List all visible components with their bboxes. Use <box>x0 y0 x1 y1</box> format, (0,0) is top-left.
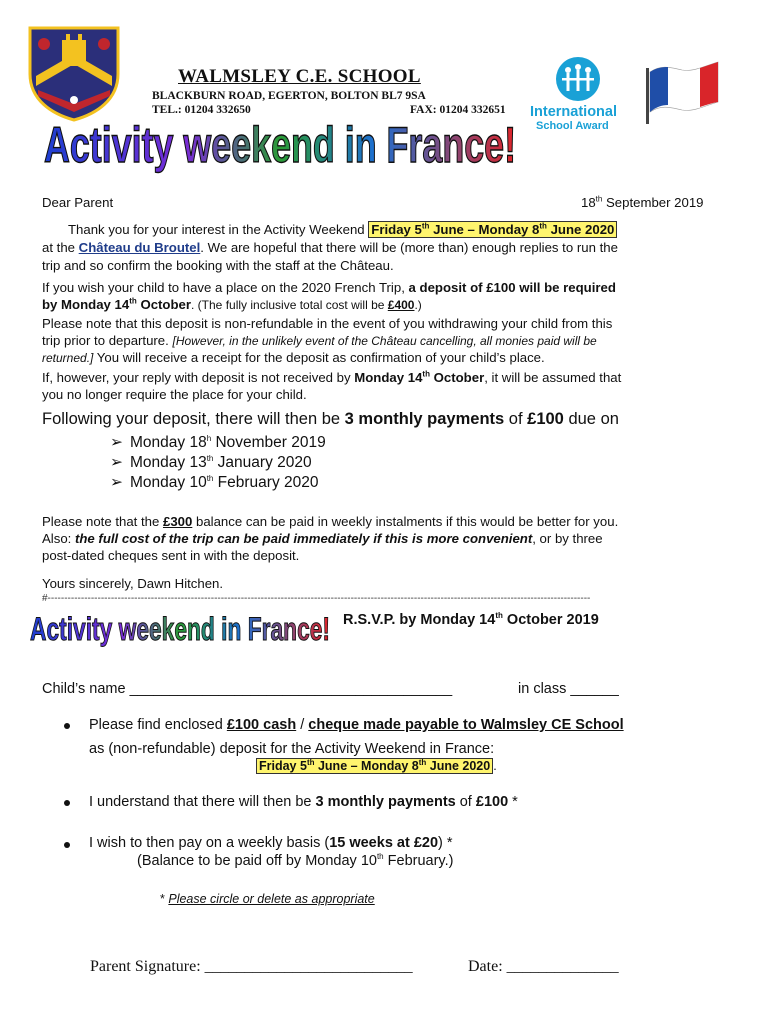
school-fax: FAX: 01204 332651 <box>410 104 506 116</box>
award-line-2: School Award <box>536 120 609 132</box>
greeting: Dear Parent <box>42 195 114 210</box>
paragraph-3-line-1: Please note that this deposit is non-refundable in the event of you withdrawing your child from this <box>42 316 613 331</box>
paragraph-5: Following your deposit, there will then be 3 monthly payments of £100 due on <box>42 410 619 428</box>
paragraph-1-line-1: Thank you for your interest in the Activity Weekend Friday 5th June – Monday 8th June 2020 <box>68 222 617 237</box>
paragraph-3-line-2: trip prior to departure. [However, in the unlikely event of the Château cancelling, all monies paid will be <box>42 333 597 348</box>
circle-note: * Please circle or delete as appropriate <box>160 892 375 906</box>
class-field[interactable]: in class ______ <box>518 681 619 697</box>
paragraph-6-line-3: post-dated cheques sent in with the deposit. <box>42 548 300 563</box>
paragraph-3-line-3: returned.] You will receive a receipt for the deposit as confirmation of your child’s place. <box>42 350 545 365</box>
rsvp-item-1-line-2: as (non-refundable) deposit for the Activity Weekend in France: <box>89 741 495 757</box>
rsvp-item-1-line-1[interactable]: Please find enclosed £100 cash / cheque made payable to Walmsley CE School <box>89 717 624 733</box>
cut-line: #------------------------------------------------------------------------------------------------------------------------------------------------------------------- <box>42 593 591 604</box>
french-flag-icon <box>642 58 722 124</box>
rsvp-item-1-dates: Friday 5th June – Monday 8th June 2020 . <box>256 759 497 773</box>
payment-date-3: ➢ Monday 10th February 2020 <box>110 473 319 491</box>
award-line-1: International <box>530 104 618 120</box>
paragraph-6-line-1: Please note that the £300 balance can be paid in weekly instalments if this would be better for you. <box>42 514 619 529</box>
international-school-award-icon <box>548 56 608 102</box>
school-telephone: TEL.: 01204 332650 <box>152 104 251 116</box>
paragraph-2-line-2: by Monday 14th October. (The fully inclusive total cost will be £400.) <box>42 296 422 312</box>
letter-date: 18th September 2019 <box>581 194 704 210</box>
sign-off: Yours sincerely, Dawn Hitchen. <box>42 576 224 591</box>
chateau-link[interactable]: Château du Broutel <box>78 240 201 255</box>
school-address: BLACKBURN ROAD, EGERTON, BOLTON BL7 9SA <box>152 90 426 102</box>
paragraph-4-line-1: If, however, your reply with deposit is not received by Monday 14th October, it will be assumed that <box>42 369 622 385</box>
bullet-1 <box>64 723 70 729</box>
paragraph-1-line-2: at the Château du Broutel. We are hopeful that there will be (more than) enough replies to run the <box>42 240 618 255</box>
banner-title: Activity weekend in France! <box>44 117 516 173</box>
payment-date-1: ➢ Monday 18$^h$ November 2019 <box>110 433 326 451</box>
payment-date-2: ➢ Monday 13th January 2020 <box>110 453 312 471</box>
paragraph-1-line-3: trip and so confirm the booking with the staff at the Château. <box>42 258 394 273</box>
parent-signature-field[interactable]: Parent Signature: __________________________ <box>90 958 413 975</box>
paragraph-2-line-1: If you wish your child to have a place on the 2020 French Trip, a deposit of £100 will be required <box>42 280 616 295</box>
school-crest-logo <box>26 24 122 122</box>
paragraph-4-line-2: you no longer require the place for your child. <box>42 387 307 402</box>
trip-dates-highlight: Friday 5th June – Monday 8th June 2020 <box>368 221 617 238</box>
rsvp-item-3-line-1[interactable]: I wish to then pay on a weekly basis (15 weeks at £20) * <box>89 835 453 851</box>
rsvp-title: R.S.V.P. by Monday 14th October 2019 <box>343 611 599 628</box>
date-field[interactable]: Date: ______________ <box>468 958 619 975</box>
rsvp-item-3-line-2: (Balance to be paid off by Monday 10th February.) <box>137 852 454 869</box>
bullet-3 <box>64 842 70 848</box>
activity-weekend-banner-small <box>28 606 334 648</box>
rsvp-item-2[interactable]: I understand that there will then be 3 monthly payments of £100 * <box>89 794 518 810</box>
banner-title-small: Activity weekend in France! <box>30 611 330 647</box>
activity-weekend-banner <box>40 110 520 174</box>
bullet-2 <box>64 800 70 806</box>
paragraph-6-line-2: Also: the full cost of the trip can be paid immediately if this is more convenient, or by three <box>42 531 603 546</box>
child-name-field[interactable]: Child’s name ________________________________________ <box>42 681 453 697</box>
school-name: WALMSLEY C.E. SCHOOL <box>178 66 421 87</box>
